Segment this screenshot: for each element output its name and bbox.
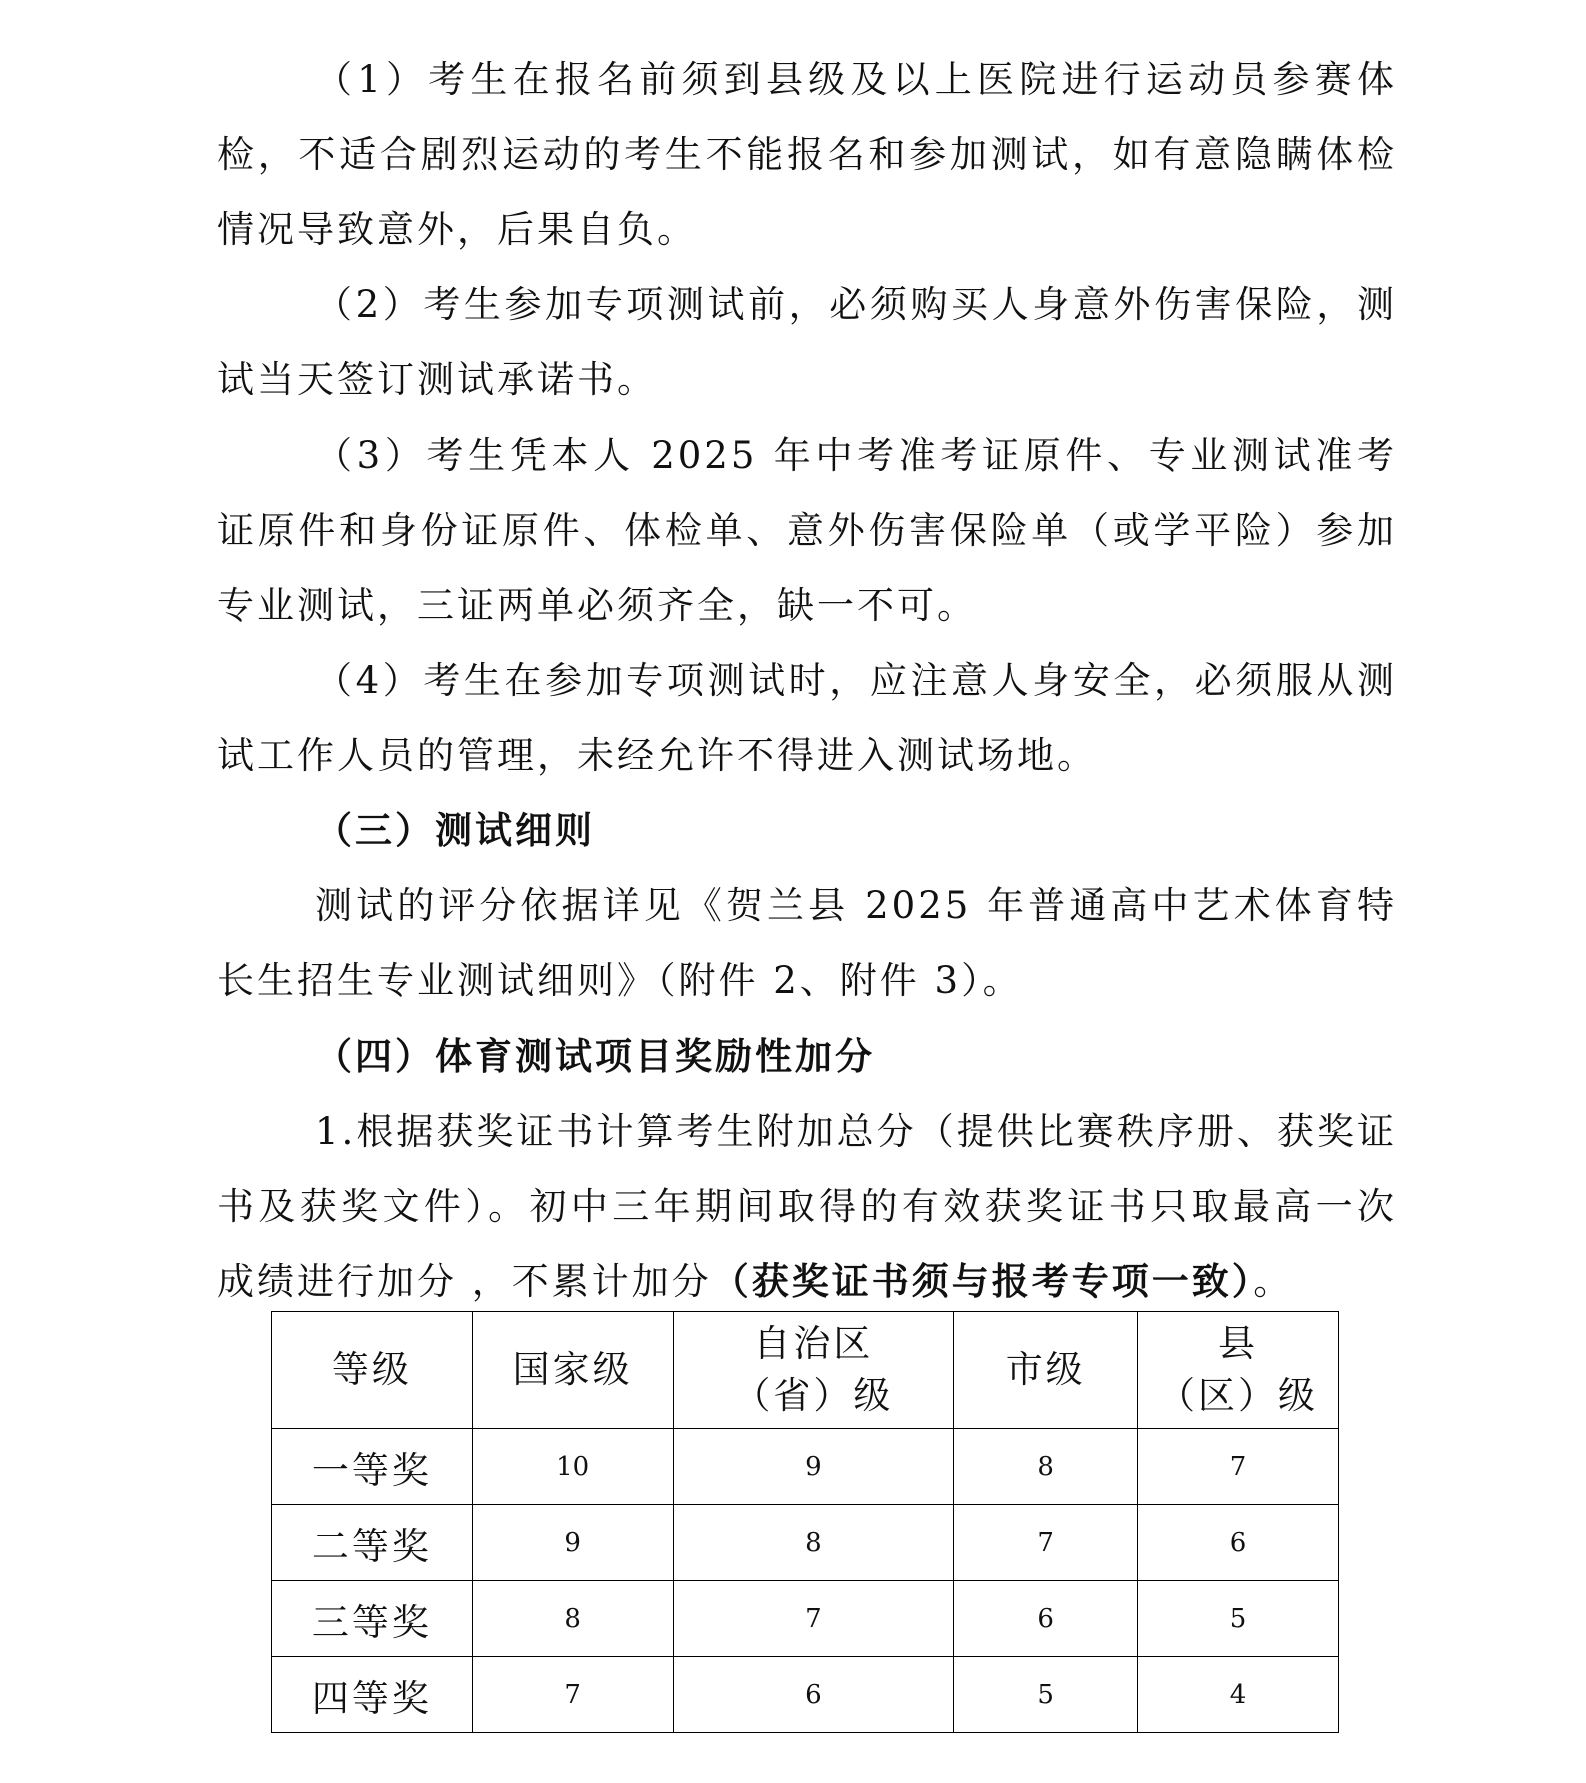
table-cell: 7 (472, 1657, 673, 1733)
header-county-line2: （区）级 (1158, 1374, 1319, 1417)
table-row (272, 1429, 1339, 1505)
table-cell: 8 (673, 1505, 954, 1581)
section-heading-test-rules: （三）测试细则 (315, 808, 595, 852)
row-label: 一等奖 (272, 1429, 473, 1505)
header-autonomous-region (673, 1312, 954, 1429)
header-county-line1: 县 (1218, 1322, 1259, 1365)
paragraph-medical-check: （1）考生在报名前须到县级及以上医院进行运动员参赛体检，不适合剧烈运动的考生不能报名和参加测试，如有意隐瞒体检情况导致意外，后果自负。 (217, 58, 1397, 251)
row-label: 二等奖 (272, 1505, 473, 1581)
paragraph-insurance: （2）考生参加专项测试前，必须购买人身意外伤害保险，测试当天签订测试承诺书。 (217, 283, 1397, 401)
row-label: 四等奖 (272, 1657, 473, 1733)
paragraph-safety: （4）考生在参加专项测试时，应注意人身安全，必须服从测试工作人员的管理，未经允许不得进入测试场地。 (217, 659, 1397, 777)
table-cell: 7 (1138, 1429, 1339, 1505)
table-cell: 5 (954, 1657, 1138, 1733)
row-label: 三等奖 (272, 1581, 473, 1657)
bonus-rules-end: 。 (1253, 1260, 1294, 1303)
table-cell: 7 (673, 1581, 954, 1657)
header-grade: 等级 (272, 1312, 473, 1429)
bonus-rules-text: 1.根据获奖证书计算考生附加总分（提供比赛秩序册、获奖证书及获奖文件）。初中三年期间取得的有效获奖证书只取最高一次成绩进行加分 ，不累计加分 (217, 1110, 1397, 1303)
table-cell: 8 (472, 1581, 673, 1657)
header-city: 市级 (954, 1312, 1138, 1429)
paragraph-bonus-rules (217, 1094, 1397, 1319)
header-autonomous-line2: （省）级 (733, 1374, 894, 1417)
header-autonomous-line1: 自治区 (753, 1322, 874, 1365)
table-row (272, 1657, 1339, 1733)
bonus-rules-emphasis: （获奖证书须与报考专项一致） (711, 1259, 1254, 1303)
table-cell: 10 (472, 1429, 673, 1505)
table-cell: 9 (472, 1505, 673, 1581)
header-county (1138, 1312, 1339, 1429)
paragraph-documents: （3）考生凭本人 2025 年中考准考证原件、专业测试准考证原件和身份证原件、体检单、意外伤害保险单（或学平险）参加专业测试，三证两单必须齐全，缺一不可。 (217, 434, 1397, 627)
table-cell: 4 (1138, 1657, 1339, 1733)
table-cell: 6 (954, 1581, 1138, 1657)
table-cell: 8 (954, 1429, 1138, 1505)
table-cell: 6 (1138, 1505, 1339, 1581)
table-cell: 7 (954, 1505, 1138, 1581)
table-row (272, 1505, 1339, 1581)
table-row (272, 1581, 1339, 1657)
table-cell: 5 (1138, 1581, 1339, 1657)
paragraph-test-rules: 测试的评分依据详见《贺兰县 2025 年普通高中艺术体育特长生招生专业测试细则》（附件 2、附件 3）。 (217, 884, 1397, 1002)
header-national: 国家级 (472, 1312, 673, 1429)
table-cell: 9 (673, 1429, 954, 1505)
table-header-row (272, 1312, 1339, 1429)
award-points-table (271, 1311, 1339, 1733)
table-cell: 6 (673, 1657, 954, 1733)
section-heading-bonus-points: （四）体育测试项目奖励性加分 (315, 1034, 875, 1078)
